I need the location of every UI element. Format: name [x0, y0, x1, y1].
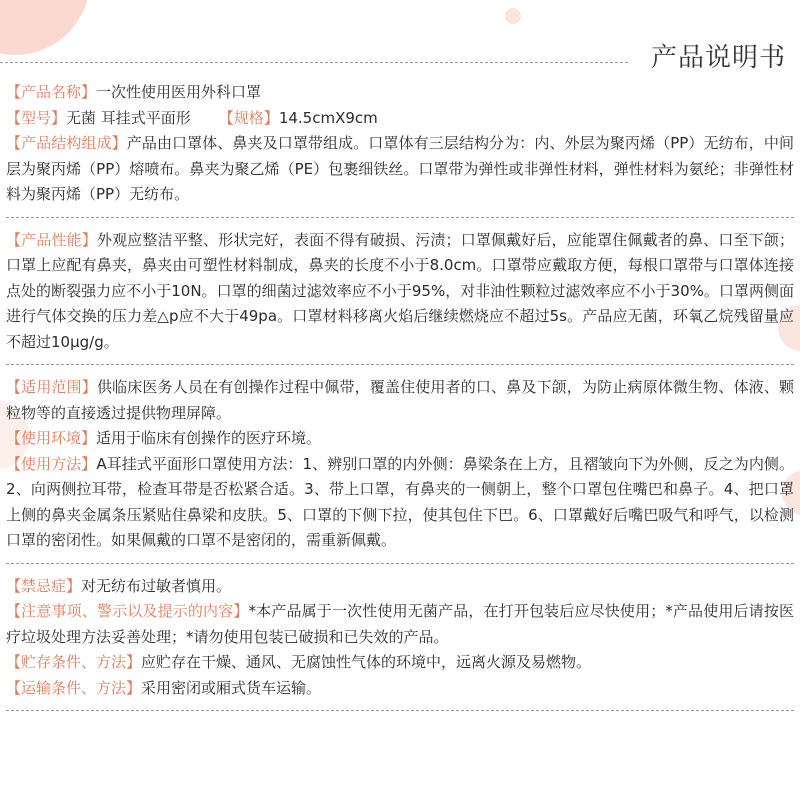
- field-label: 【产品性能】: [6, 230, 97, 249]
- section-divider: [6, 710, 794, 711]
- section-basic-info: [0, 80, 800, 208]
- field-value: *本产品属于一次性使用无菌产品，在打开包装后应尽快使用；*产品使用后请按医疗垃圾处理方法妥善处理；*请勿使用包装已破损和已失效的产品。: [6, 602, 794, 646]
- section-divider: [6, 217, 794, 218]
- warnings-row: [6, 599, 794, 650]
- section-usage: [0, 375, 800, 554]
- section-divider: [6, 364, 794, 365]
- field-label: 【使用方法】: [6, 454, 97, 473]
- section-performance: [0, 228, 800, 356]
- field-value: 无菌 耳挂式平面形: [66, 108, 191, 127]
- field-value: 对无纺布过敏者慎用。: [81, 576, 232, 595]
- decorative-dot: [505, 8, 521, 24]
- product-name-row: [6, 80, 794, 106]
- field-value: 外观应整洁平整、形状完好，表面不得有破损、污渍；口罩佩戴好后，应能罩住佩戴者的鼻、口至下颌；口罩上应配有鼻夹，鼻夹由可塑性材料制成，鼻夹的长度不小于8.0cm。口罩带应戴取方便，每根口罩带与口罩体连接点处的断裂强力应不小于10N。口罩的细菌过滤效率应不小于95%，对非油性颗粒过滤效率应不小于30%。口罩两侧面进行气体交换的压力差△p应不大于49pa。口罩材料移离火焰后继续燃烧应不超过5s。产品应无菌，环氧乙烷残留量应不超过10μg/g。: [6, 230, 794, 351]
- transport-row: [6, 676, 794, 702]
- field-label: 【产品结构组成】: [6, 134, 127, 152]
- structure-row: [6, 131, 794, 208]
- field-label: 【型号】: [6, 108, 67, 127]
- field-label: 【使用环境】: [6, 429, 97, 447]
- field-value: A耳挂式平面形口罩使用方法：1、辨别口罩的内外侧：鼻梁条在上方，且褶皱向下为外侧，反之为内侧。2、向两侧拉耳带，检查耳带是否松紧合适。3、带上口罩，有鼻夹的一侧朝上，整个口罩包住嘴巴和鼻子。4、把口罩上侧的鼻夹金属条压紧贴住鼻梁和皮肤。5、口罩的下侧下拉，使其包住下巴。6、口罩戴好后嘴巴吸气和呼气，以检测口罩的密闭性。如果佩戴的口罩不是密闭的，需重新佩戴。: [6, 454, 794, 549]
- field-value: 产品由口罩体、鼻夹及口罩带组成。口罩体有三层结构分为：内、外层为聚丙烯（PP）无纺布，中间层为聚丙烯（PP）熔喷布。鼻夹为聚乙烯（PE）包裹细铁丝。口罩带为弹性或非弹性材料，弹性材料为氨纶；非弹性材料为聚丙烯（PP）无纺布。: [6, 134, 794, 203]
- field-value: 供临床医务人员在有创操作过程中佩带，覆盖住使用者的口、鼻及下颌，为防止病原体微生物、体液、颗粒物等的直接透过提供物理屏障。: [6, 378, 794, 422]
- scope-row: [6, 375, 794, 426]
- field-label: 【运输条件、方法】: [6, 678, 142, 697]
- field-label: 【注意事项、警示以及提示的内容】: [6, 602, 249, 620]
- field-value: 一次性使用医用外科口罩: [96, 83, 262, 101]
- method-row: [6, 452, 794, 554]
- field-label: 【规格】: [218, 108, 279, 127]
- section-divider: [6, 563, 794, 564]
- field-value: 采用密闭或厢式货车运输。: [141, 678, 322, 697]
- header-divider: [0, 62, 628, 63]
- storage-row: [6, 650, 794, 676]
- field-label: 【适用范围】: [6, 378, 97, 396]
- environment-row: [6, 426, 794, 452]
- field-label: 【禁忌症】: [6, 576, 82, 595]
- field-value: 应贮存在干燥、通风、无腐蚀性气体的环境中，远离火源及易燃物。: [141, 653, 592, 671]
- field-label: 【贮存条件、方法】: [6, 653, 142, 671]
- section-precautions: [0, 574, 800, 702]
- document-body: [0, 80, 800, 721]
- field-value: 适用于临床有创操作的医疗环境。: [96, 429, 322, 447]
- field-label: 【产品名称】: [6, 83, 97, 101]
- page-header: [0, 38, 800, 78]
- model-spec-row: [6, 106, 794, 132]
- contraindication-row: [6, 574, 794, 600]
- field-value: 14.5cmX9cm: [278, 108, 378, 127]
- performance-row: [6, 228, 794, 356]
- page-title: 产品说明书: [650, 43, 786, 73]
